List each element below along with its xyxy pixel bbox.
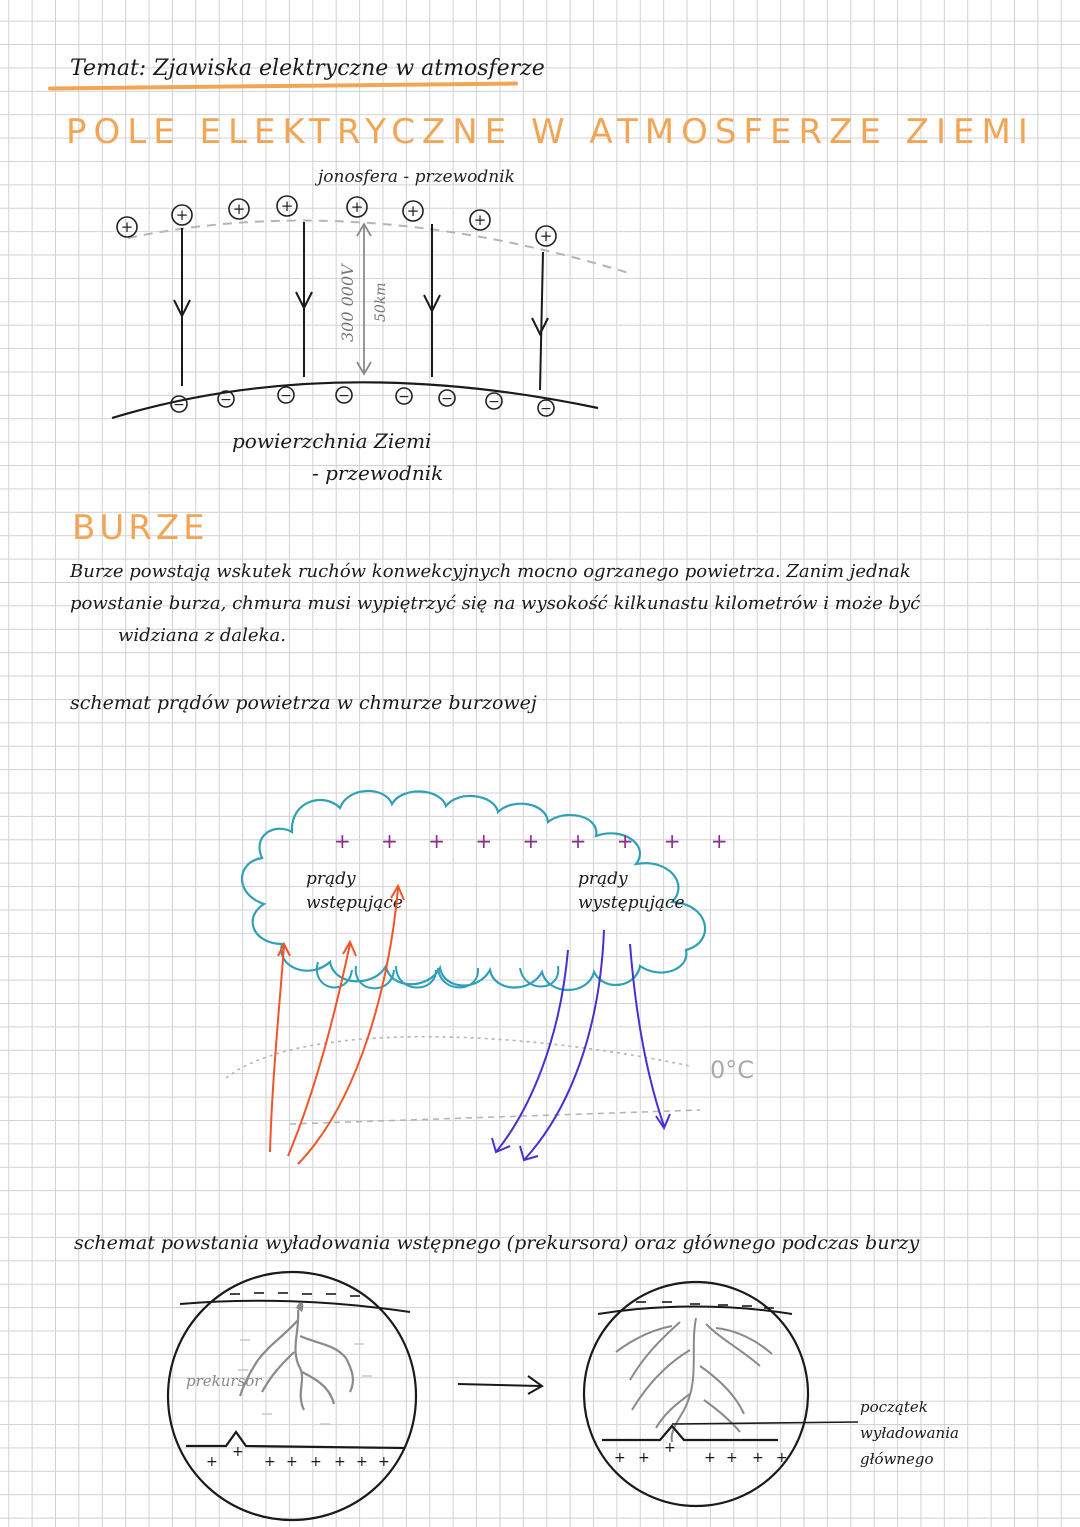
- paragraph-line-3: widziana z daleka.: [118, 625, 286, 646]
- charge-sign: +: [406, 202, 420, 220]
- negative-charges: [230, 1293, 360, 1296]
- svg-text:+: +: [334, 1454, 346, 1470]
- main-discharge-label: początek: [860, 1398, 928, 1416]
- precursor-label: prekursor: [186, 1372, 262, 1390]
- svg-text:+: +: [378, 1454, 390, 1470]
- svg-text:+: +: [752, 1450, 764, 1466]
- charge-sign: −: [540, 401, 552, 417]
- svg-text:+: +: [726, 1450, 738, 1466]
- charge-sign: +: [175, 206, 189, 224]
- svg-text:+: +: [614, 1450, 626, 1466]
- precursor-circle: [168, 1272, 416, 1520]
- svg-text:+: +: [356, 1454, 368, 1470]
- precursor-branches: [240, 1310, 353, 1410]
- charge-sign: +: [232, 200, 246, 218]
- charge-sign: −: [398, 389, 410, 405]
- surface-label: powierzchnia Ziemi: [232, 429, 432, 453]
- svg-text:+: +: [206, 1454, 218, 1470]
- section2-heading: BURZE: [72, 508, 209, 548]
- updraft-label-2: wstępujące: [306, 893, 403, 913]
- charge-sign: −: [220, 392, 232, 408]
- ground-line: [602, 1426, 778, 1440]
- svg-text:+: +: [286, 1454, 298, 1470]
- updraft-label: prądy: [306, 869, 356, 889]
- svg-text:+: +: [638, 1450, 650, 1466]
- topic-title: Temat: Zjawiska elektryczne w atmosferze: [70, 56, 545, 81]
- charge-sign: −: [441, 391, 453, 407]
- paragraph-line-2: powstanie burza, chmura musi wypiętrzyć się na wysokość kilkunastu kilometrów i może być: [70, 593, 921, 614]
- svg-text:+: +: [664, 1440, 676, 1456]
- svg-text:+: +: [310, 1454, 322, 1470]
- transition-arrow: [458, 1376, 542, 1394]
- section1-heading: POLE ELEKTRYCZNE W ATMOSFERZE ZIEMI: [66, 112, 1035, 152]
- paragraph-line-1: Burze powstają wskutek ruchów konwekcyjnych mocno ogrzanego powietrza. Zanim jednak: [70, 561, 911, 582]
- charge-sign: −: [488, 394, 500, 410]
- downdraft-label: prądy: [578, 869, 628, 889]
- charge-sign: −: [173, 397, 185, 413]
- main-discharge-circle: [584, 1282, 808, 1506]
- charge-sign: +: [473, 211, 487, 229]
- ionosphere-label: jonosfera - przewodnik: [318, 167, 515, 187]
- surface-label-2: - przewodnik: [312, 461, 444, 485]
- charge-sign: +: [120, 218, 134, 236]
- ground-line: [186, 1432, 404, 1448]
- pointer-line: [672, 1422, 858, 1424]
- charge-sign: −: [338, 388, 350, 404]
- discharge-diagram-caption: schemat powstania wyładowania wstępnego (prekursora) oraz głównego podczas burzy: [74, 1232, 920, 1254]
- svg-text:+: +: [776, 1450, 788, 1466]
- charge-sign: −: [280, 388, 292, 404]
- svg-text:+: +: [704, 1450, 716, 1466]
- cloud-base-line: [598, 1307, 792, 1315]
- distance-label: 50km: [373, 282, 389, 322]
- cloud-diagram-caption: schemat prądów powietrza w chmurze burzowej: [70, 692, 537, 714]
- main-discharge-label-3: głównego: [860, 1450, 934, 1468]
- charge-sign: +: [280, 197, 294, 215]
- cloud-positive-charges: + + + + + + + + +: [334, 829, 740, 853]
- ground-charges: [614, 1440, 788, 1466]
- svg-text:+: +: [264, 1454, 276, 1470]
- cloud-base-line: [180, 1301, 410, 1312]
- svg-text:+: +: [232, 1444, 244, 1460]
- voltage-label: 300 000V: [338, 264, 357, 342]
- main-discharge-label-2: wyładowania: [860, 1424, 959, 1442]
- downdraft-label-2: występujące: [578, 893, 685, 913]
- charge-sign: +: [539, 227, 553, 245]
- charge-sign: +: [350, 198, 364, 216]
- freezing-level-label: 0°C: [710, 1056, 755, 1084]
